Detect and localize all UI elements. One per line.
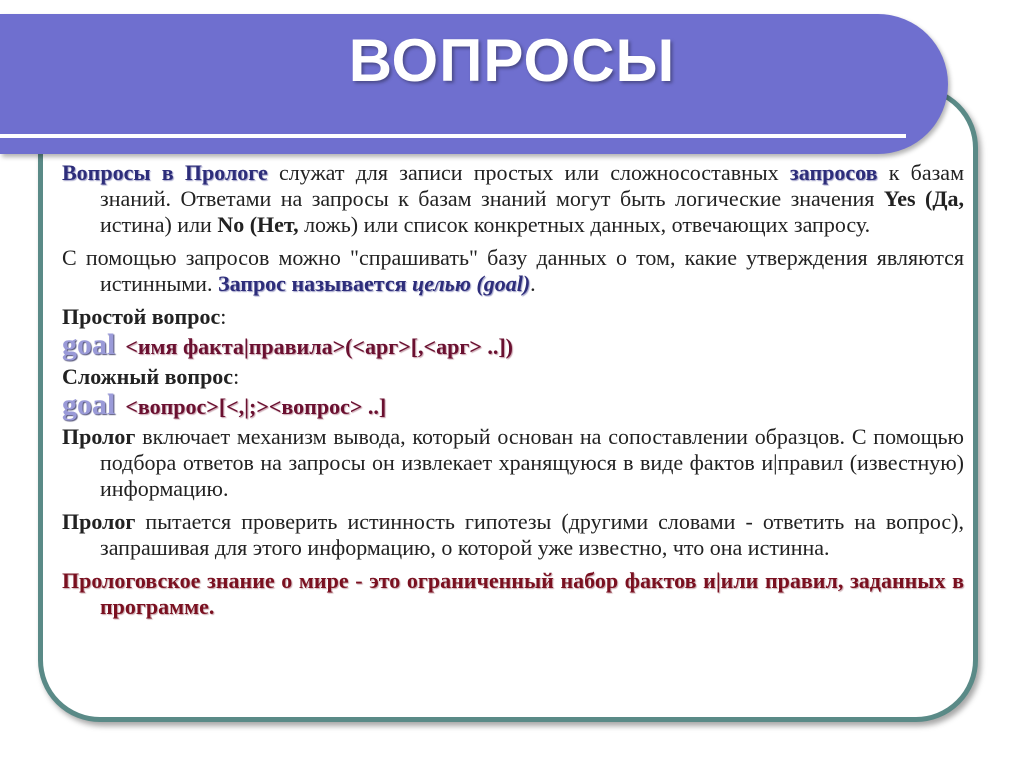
knowledge-text: Прологовское знание о мире - это ограниченный набор фактов и|или правил, заданных в программе. — [62, 568, 964, 619]
paragraph-knowledge — [62, 568, 964, 620]
complex-question-label — [62, 364, 964, 390]
paragraph-queries — [62, 245, 964, 297]
complex-goal-syntax: <вопрос>[<,|;><вопрос> ..] — [125, 394, 387, 419]
complex-question-syntax-line — [62, 388, 964, 421]
simple-question-syntax-line — [62, 328, 964, 361]
title-underline — [0, 134, 906, 138]
queries-text-2: . — [530, 271, 536, 296]
intro-no-translation: (Нет, — [249, 212, 299, 237]
hypothesis-text: пытается проверить истинность гипотезы (другими словами - ответить на вопрос), запрашивая для этого информацию, о которой уже известно, что она истинна. — [100, 509, 964, 560]
paragraph-hypothesis — [62, 509, 964, 561]
slide-content — [62, 160, 964, 627]
intro-lead: Вопросы в Прологе — [62, 160, 268, 185]
complex-question-colon: : — [233, 364, 240, 389]
inference-lead: Пролог — [62, 424, 136, 449]
intro-yes: Yes — [883, 186, 916, 211]
queries-text-1: С помощью запросов можно "спрашивать" базу данных о том, какие утверждения являются истинными. — [62, 245, 964, 296]
queries-highlight-1: Запрос называется — [217, 271, 413, 296]
simple-goal-keyword: goal — [62, 328, 116, 361]
paragraph-intro — [62, 160, 964, 238]
complex-goal-keyword: goal — [62, 388, 116, 421]
inference-text: включает механизм вывода, который основан на сопоставлении образцов. С помощью подбора ответов на запросы он извлекает хранящуюся в виде фактов и|правил (известную) информацию. — [100, 424, 964, 501]
intro-yes-translation: (Да, — [925, 186, 964, 211]
slide-title: ВОПРОСЫ — [348, 27, 676, 94]
queries-highlight-goal: целью (goal) — [412, 271, 531, 296]
simple-question-label-text: Простой вопрос — [62, 304, 221, 329]
simple-question-label — [62, 304, 964, 330]
intro-text-1: служат для записи простых или сложносоставных — [267, 160, 790, 185]
intro-text-4: истина) или — [100, 212, 218, 237]
intro-keyword: запросов — [789, 160, 878, 185]
intro-space-1 — [916, 186, 925, 211]
intro-no: No — [217, 212, 245, 237]
complex-question-label-text: Сложный вопрос — [62, 364, 234, 389]
intro-text-6: ложь) или список конкретных данных, отвечающих запросу. — [298, 212, 871, 237]
paragraph-inference — [62, 424, 964, 502]
simple-question-colon: : — [220, 304, 227, 329]
intro-text-2: к базам знаний. Ответами на запросы к базам знаний могут быть логические значения — [100, 160, 964, 211]
simple-goal-syntax: <имя факта|правила>(<арг>[,<арг> ..]) — [125, 334, 514, 359]
hypothesis-lead: Пролог — [62, 509, 136, 534]
